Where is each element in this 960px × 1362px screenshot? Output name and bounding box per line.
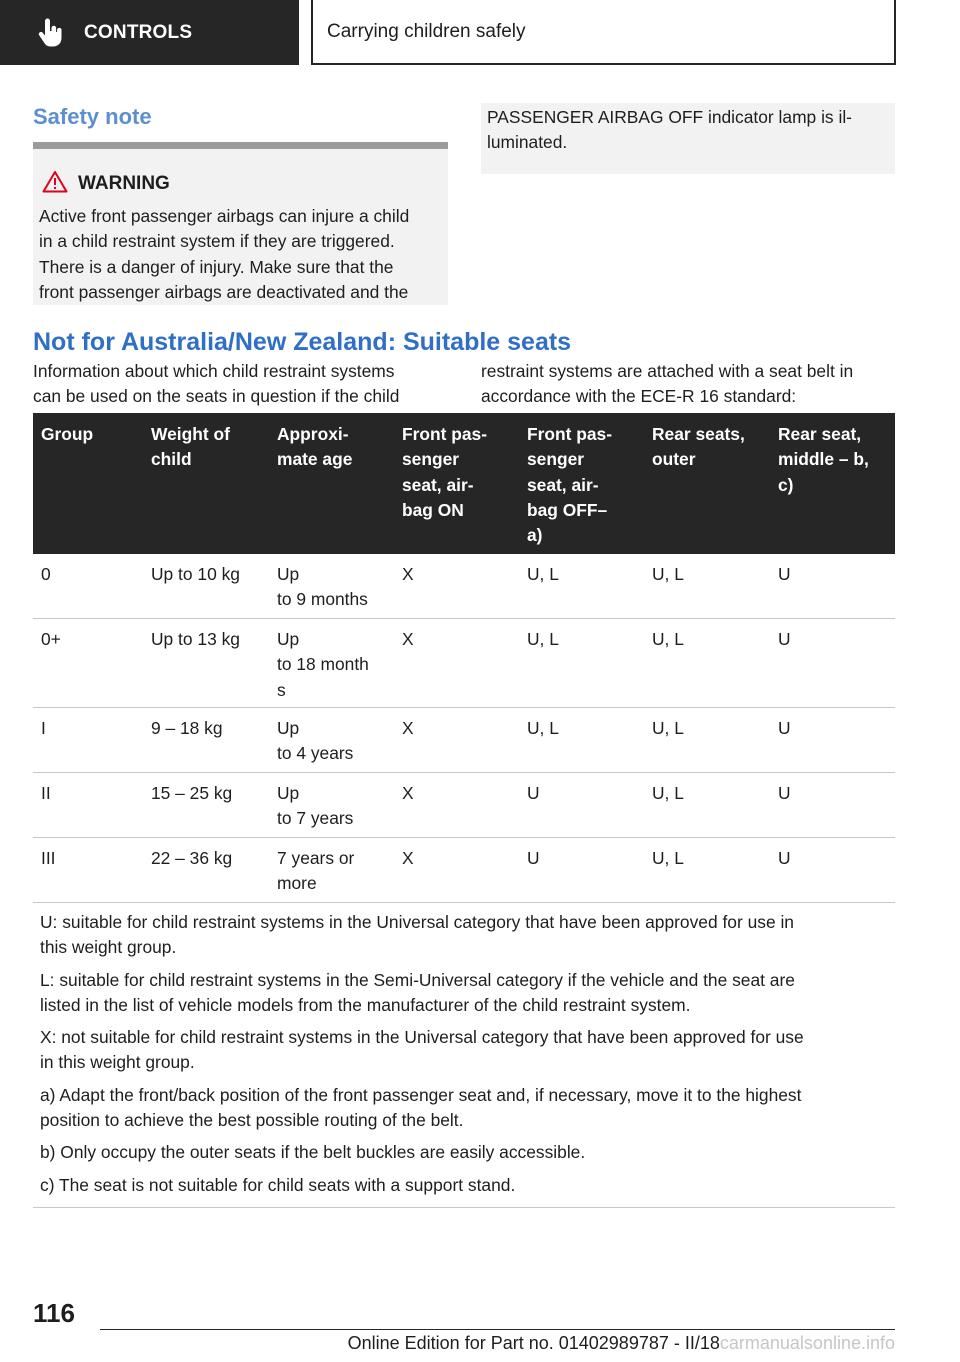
header-cell-line: Approxi- [277,424,349,444]
table-note [40,1173,887,1198]
note-line: U: suitable for child restraint systems in the Universal category that have been approved for use in [40,912,794,932]
cell-line: more [277,873,317,894]
table-cell [770,838,895,902]
table-note [40,1025,887,1076]
header-cell-line: middle – b, [778,449,869,470]
intro-line: restraint systems are attached with a seat belt in [481,361,854,381]
cell-line: U, L [652,783,684,803]
table-cell [269,838,394,902]
header-cell-line: Front pas- [402,424,488,444]
warning-triangle-icon [42,170,68,198]
table-cell [143,619,269,707]
warning-line: luminated. [487,132,568,153]
table-cell [519,554,644,618]
cell-line: U [778,783,791,803]
table-cell [770,708,895,772]
cell-line: X [402,848,414,868]
note-line: position to achieve the best possible routing of the belt. [40,1110,464,1131]
table-cell [394,773,519,837]
table-header-cell [394,413,519,554]
table-cell [770,619,895,707]
table-cell [269,619,394,707]
table-note [40,968,887,1019]
header-section-label: CONTROLS [84,21,193,43]
cell-line: U, L [652,718,684,738]
warning-line: Active front passenger airbags can injure a child [39,206,410,226]
note-line: listed in the list of vehicle models from the manufacturer of the child restraint system. [40,994,691,1015]
cell-line: X [402,783,414,803]
cell-line: 7 years or [277,848,355,868]
table-note [40,1083,887,1134]
note-line: b) Only occupy the outer seats if the belt buckles are easily accessible. [40,1142,586,1163]
table-cell [33,619,143,707]
table-cell [644,838,770,902]
table-cell [644,619,770,707]
cell-line: U [778,848,791,868]
table-cell [143,554,269,618]
cell-line: Up [277,564,300,584]
cell-line: 0 [41,564,51,584]
intro-paragraph-right [481,359,895,410]
header-title: Carrying children safely [327,20,526,42]
cell-line: to 7 years [277,808,354,829]
warning-heading [42,170,170,198]
table-cell [33,773,143,837]
table-header-cell [770,413,895,554]
table-cell [33,554,143,618]
intro-line: accordance with the ECE-R 16 standard: [481,386,797,407]
header-cell-line: senger [527,449,585,470]
watermark-text: carmanualsonline.info [719,1333,895,1353]
table-cell [33,838,143,902]
table-note [40,910,887,961]
warning-label: WARNING [78,173,170,194]
suitable-seats-table [33,413,895,1208]
cell-line: U [778,564,791,584]
cell-line: Up [277,718,300,738]
cell-line: U, L [652,629,684,649]
safety-divider [33,142,448,149]
footer-rule [100,1329,895,1330]
cell-line: II [41,783,51,803]
cell-line: U, L [527,718,559,738]
suitable-seats-title: Not for Australia/New Zealand: Suitable seats [33,328,572,356]
header-cell-line: seat, air- [527,474,599,495]
table-row [33,554,895,619]
table-note [40,1140,887,1165]
warning-line: front passenger airbags are deactivated and the [39,281,409,302]
cell-line: I [41,718,46,738]
cell-line: U [778,718,791,738]
cell-line: Up [277,629,300,649]
header-cell-line: a) [527,525,543,546]
table-header-row [33,413,895,554]
table-row [33,619,895,708]
table-cell [143,838,269,902]
page-number: 116 [33,1298,75,1328]
intro-line: Information about which child restraint systems [33,361,395,381]
cell-line: U [778,629,791,649]
table-header-cell [33,413,143,554]
note-line: in this weight group. [40,1052,195,1073]
cell-line: U [527,848,540,868]
cell-line: U, L [652,564,684,584]
warning-text [39,204,447,305]
cell-line: U, L [527,629,559,649]
table-cell [519,773,644,837]
note-line: L: suitable for child restraint systems in the Semi-Universal category if the vehicle and the seat are [40,969,795,990]
table-notes [33,903,895,1208]
cell-line: X [402,564,414,584]
cell-line: III [41,848,56,868]
cell-line: Up to 10 kg [151,564,240,584]
table-cell [394,554,519,618]
warning-continuation-text [487,105,891,156]
table-cell [519,619,644,707]
header-title-box [311,0,896,65]
table-cell [644,554,770,618]
table-header-cell [269,413,394,554]
table-cell [143,773,269,837]
footer-edition [280,1333,895,1354]
cell-line: s [277,679,286,700]
note-line: X: not suitable for child restraint systems in the Universal category that have been approved for use [40,1027,804,1048]
table-header-cell [519,413,644,554]
edition-text: Online Edition for Part no. 01402989787 - II/18 [347,1333,720,1353]
note-line: this weight group. [40,937,177,958]
header-cell-line: senger [402,449,460,470]
cell-line: X [402,718,414,738]
table-row [33,773,895,838]
header-cell-line: child [151,449,192,470]
header-cell-line: seat, air- [402,474,474,495]
hand-pointer-icon [30,13,70,53]
header-cell-line: Front pas- [527,424,613,444]
table-cell [269,773,394,837]
header-cell-line: Rear seats, [652,424,745,444]
cell-line: X [402,629,414,649]
table-cell [644,773,770,837]
table-cell [269,554,394,618]
table-cell [394,838,519,902]
cell-line: to 4 years [277,743,354,764]
table-header-cell [644,413,770,554]
cell-line: 0+ [41,629,61,649]
table-row [33,838,895,903]
warning-line: There is a danger of injury. Make sure that the [39,256,394,277]
cell-line: to 18 month [277,654,369,675]
cell-line: Up to 13 kg [151,629,240,649]
intro-paragraph-left [33,359,448,410]
safety-note-title: Safety note [33,104,152,129]
intro-line: can be used on the seats in question if the child [33,386,400,407]
header-cell-line: bag OFF– [527,499,608,520]
table-row [33,708,895,773]
header-cell-line: Weight of [151,424,230,444]
header-cell-line: Group [41,424,94,444]
header-cell-line: outer [652,449,696,470]
table-cell [33,708,143,772]
table-cell [269,708,394,772]
cell-line: U [527,783,540,803]
table-cell [394,708,519,772]
table-cell [519,708,644,772]
header-cell-line: bag ON [402,499,464,520]
table-cell [644,708,770,772]
table-cell [143,708,269,772]
cell-line: U, L [527,564,559,584]
warning-line: PASSENGER AIRBAG OFF indicator lamp is il- [487,107,852,127]
table-cell [394,619,519,707]
cell-line: U, L [652,848,684,868]
note-line: c) The seat is not suitable for child seats with a support stand. [40,1174,516,1195]
table-cell [770,773,895,837]
cell-line: to 9 months [277,589,368,610]
cell-line: 9 – 18 kg [151,718,223,738]
table-header-cell [143,413,269,554]
cell-line: Up [277,783,300,803]
table-cell [519,838,644,902]
header-cell-line: Rear seat, [778,424,862,444]
cell-line: 15 – 25 kg [151,783,233,803]
table-body [33,554,895,903]
header-cell-line: mate age [277,449,353,470]
header-cell-line: c) [778,474,794,495]
header-section-tab [0,0,299,65]
warning-line: in a child restraint system if they are triggered. [39,231,395,252]
table-cell [770,554,895,618]
note-line: a) Adapt the front/back position of the front passenger seat and, if necessary, move it to the highest [40,1084,802,1105]
cell-line: 22 – 36 kg [151,848,233,868]
